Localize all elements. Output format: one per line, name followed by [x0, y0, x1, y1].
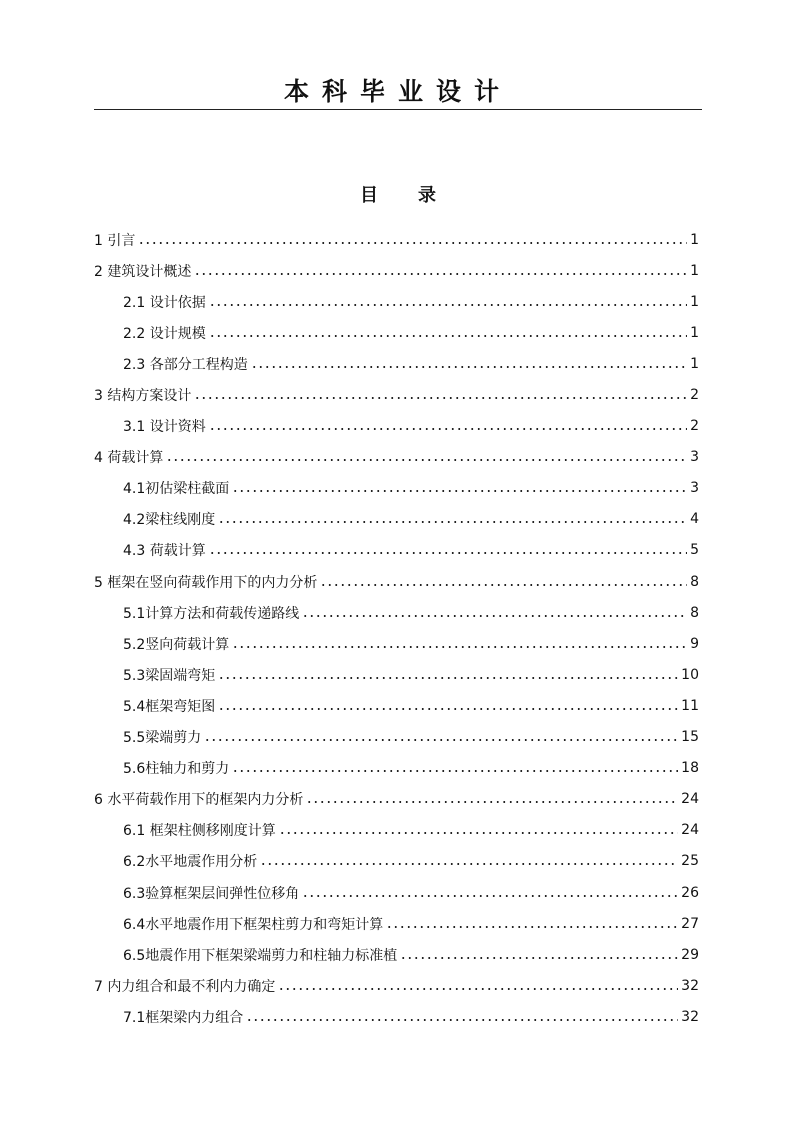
- toc-entry-page-number: 32: [681, 977, 699, 994]
- toc-entry[interactable]: [94, 379, 699, 410]
- toc-entry-label: 6.2水平地震作用分析: [123, 854, 258, 871]
- toc-entry-label: 4.3 荷载计算: [123, 543, 206, 560]
- toc-dot-leader: [194, 397, 687, 399]
- toc-entry-label: 5.5梁端剪力: [123, 730, 202, 747]
- toc-dot-leader: [209, 304, 687, 306]
- toc-dot-leader: [232, 646, 687, 648]
- toc-entry-label: 2.1 设计依据: [123, 294, 206, 311]
- toc-dot-leader: [138, 242, 687, 244]
- toc-dot-leader: [209, 428, 687, 430]
- toc-entry-label: 2.2 设计规模: [123, 325, 206, 342]
- toc-dot-leader: [400, 957, 678, 959]
- toc-title-left: 目: [360, 185, 378, 206]
- toc-dot-leader: [302, 615, 687, 617]
- toc-entry-label: 5.3梁固端弯矩: [123, 667, 216, 684]
- toc-entry[interactable]: [94, 815, 699, 846]
- toc-entry-label: 5.4框架弯矩图: [123, 698, 216, 715]
- toc-dot-leader: [260, 863, 678, 865]
- toc-entry-label: 7 内力组合和最不利内力确定: [94, 978, 276, 995]
- toc-dot-leader: [218, 708, 678, 710]
- toc-entry-page-number: 3: [690, 480, 699, 497]
- toc-entry[interactable]: [94, 535, 699, 566]
- toc-entry[interactable]: [94, 597, 699, 628]
- toc-entry[interactable]: [94, 566, 699, 597]
- toc-dot-leader: [278, 988, 678, 990]
- toc-dot-leader: [218, 677, 678, 679]
- toc-entry[interactable]: [94, 442, 699, 473]
- toc-entry-label: 5 框架在竖向荷载作用下的内力分析: [94, 574, 318, 591]
- toc-dot-leader: [251, 366, 687, 368]
- toc-entry[interactable]: [94, 939, 699, 970]
- toc-entry-label: 3.1 设计资料: [123, 419, 206, 436]
- toc-entry[interactable]: [94, 348, 699, 379]
- toc-entry[interactable]: [94, 659, 699, 690]
- toc-entry[interactable]: [94, 504, 699, 535]
- toc-entry[interactable]: [94, 255, 699, 286]
- toc-entry-label: 1 引言: [94, 232, 136, 249]
- toc-dot-leader: [232, 490, 687, 492]
- toc-entry[interactable]: [94, 753, 699, 784]
- toc-entry-label: 5.1计算方法和荷载传递路线: [123, 605, 300, 622]
- toc-entry-label: 7.1框架梁内力组合: [123, 1009, 244, 1026]
- toc-dot-leader: [209, 552, 687, 554]
- toc-entry-page-number: 3: [690, 449, 699, 466]
- toc-entry-page-number: 8: [690, 573, 699, 590]
- toc-entry[interactable]: [94, 411, 699, 442]
- toc-entry-page-number: 5: [690, 542, 699, 559]
- toc-entry-page-number: 10: [681, 666, 699, 683]
- toc-dot-leader: [246, 1019, 678, 1021]
- toc-entry[interactable]: [94, 846, 699, 877]
- toc-entry-label: 6 水平荷载作用下的框架内力分析: [94, 792, 304, 809]
- toc-entry[interactable]: [94, 224, 699, 255]
- toc-entry[interactable]: [94, 317, 699, 348]
- toc-dot-leader: [218, 521, 687, 523]
- toc-entry-page-number: 2: [690, 418, 699, 435]
- toc-entry-page-number: 1: [690, 262, 699, 279]
- header-divider: [94, 109, 702, 110]
- toc-entry-page-number: 11: [681, 697, 699, 714]
- toc-entry-page-number: 26: [681, 884, 699, 901]
- toc-entry[interactable]: [94, 784, 699, 815]
- toc-entry-page-number: 1: [690, 355, 699, 372]
- toc-entry-page-number: 1: [690, 231, 699, 248]
- toc-entry-label: 5.6柱轴力和剪力: [123, 761, 230, 778]
- toc-entry[interactable]: [94, 722, 699, 753]
- toc-entry-label: 3 结构方案设计: [94, 388, 192, 405]
- toc-entry-page-number: 25: [681, 853, 699, 870]
- table-of-contents: [94, 224, 699, 1032]
- toc-entry[interactable]: [94, 1001, 699, 1032]
- toc-entry-page-number: 29: [681, 946, 699, 963]
- toc-entry[interactable]: [94, 286, 699, 317]
- toc-entry-page-number: 9: [690, 635, 699, 652]
- toc-entry-label: 2.3 各部分工程构造: [123, 356, 248, 373]
- toc-entry-label: 6.1 框架柱侧移刚度计算: [123, 823, 276, 840]
- toc-dot-leader: [320, 584, 687, 586]
- toc-entry-page-number: 1: [690, 324, 699, 341]
- toc-entry-page-number: 24: [681, 791, 699, 808]
- toc-dot-leader: [302, 895, 678, 897]
- toc-entry-page-number: 15: [681, 729, 699, 746]
- toc-entry-page-number: 32: [681, 1008, 699, 1025]
- toc-dot-leader: [204, 739, 678, 741]
- toc-dot-leader: [306, 801, 678, 803]
- document-header-title: 本科毕业设计: [283, 77, 512, 106]
- toc-entry-page-number: 4: [690, 511, 699, 528]
- toc-entry-label: 6.4水平地震作用下框架柱剪力和弯矩计算: [123, 916, 384, 933]
- toc-entry[interactable]: [94, 970, 699, 1001]
- toc-dot-leader: [166, 459, 687, 461]
- toc-entry-label: 2 建筑设计概述: [94, 263, 192, 280]
- toc-entry-page-number: 8: [690, 604, 699, 621]
- toc-entry-label: 6.5地震作用下框架梁端剪力和柱轴力标准植: [123, 947, 398, 964]
- toc-entry[interactable]: [94, 628, 699, 659]
- toc-entry-page-number: 18: [681, 760, 699, 777]
- toc-entry-page-number: 24: [681, 822, 699, 839]
- toc-title-right: 录: [418, 185, 436, 206]
- toc-entry-page-number: 1: [690, 293, 699, 310]
- toc-dot-leader: [232, 770, 678, 772]
- toc-entry-label: 6.3验算框架层间弹性位移角: [123, 885, 300, 902]
- toc-dot-leader: [209, 335, 687, 337]
- toc-entry[interactable]: [94, 877, 699, 908]
- toc-dot-leader: [194, 273, 687, 275]
- toc-entry[interactable]: [94, 690, 699, 721]
- toc-entry-label: 4 荷载计算: [94, 450, 164, 467]
- toc-entry-label: 5.2竖向荷载计算: [123, 636, 230, 653]
- toc-entry-page-number: 27: [681, 915, 699, 932]
- toc-entry-label: 4.1初估梁柱截面: [123, 481, 230, 498]
- toc-title: [94, 185, 702, 207]
- toc-dot-leader: [279, 832, 678, 834]
- toc-dot-leader: [386, 926, 678, 928]
- toc-entry-page-number: 2: [690, 387, 699, 404]
- toc-entry-label: 4.2梁柱线刚度: [123, 512, 216, 529]
- toc-entry[interactable]: [94, 473, 699, 504]
- toc-entry[interactable]: [94, 908, 699, 939]
